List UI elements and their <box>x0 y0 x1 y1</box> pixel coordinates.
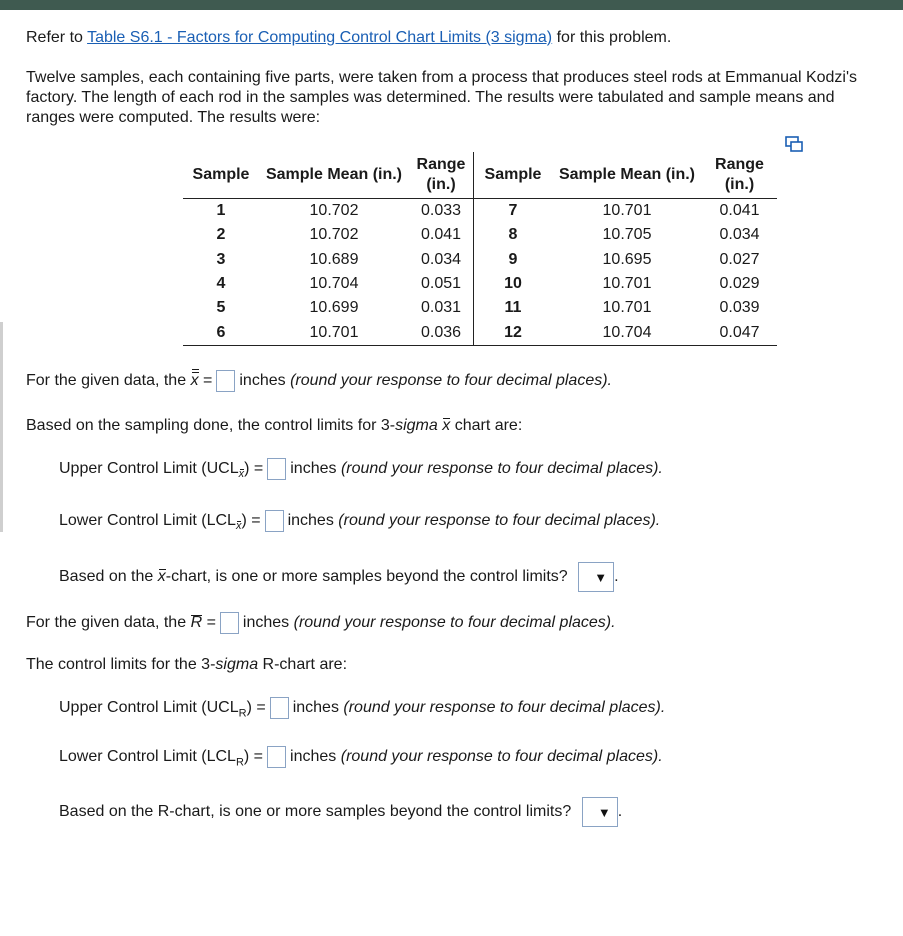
lcl-r-answer-input[interactable] <box>267 746 286 768</box>
col-header: Sample Mean (in.) <box>259 152 409 199</box>
rchart-intro: The control limits for the 3-sigma R-chart are: <box>26 656 348 673</box>
x-double-bar-symbol: x <box>190 372 199 390</box>
rbar-answer-input[interactable] <box>220 612 239 634</box>
ucl-x-answer-input[interactable] <box>267 458 286 480</box>
ucl-x-line: Upper Control Limit $(UCL_x)$ = inches (round your response to four decimal places). <box>59 458 663 485</box>
table-row: 5 10.699 0.031 11 10.701 0.039 <box>183 296 777 320</box>
table-header-row <box>183 152 777 199</box>
xchart-intro: Based on the sampling done, the control limits for 3-sigma x chart are: <box>26 417 523 434</box>
table-s6-1-link[interactable]: Table S6.1 - Factors for Computing Control Chart Limits (3 sigma) <box>87 29 553 46</box>
table-row: 6 10.701 0.036 12 10.704 0.047 <box>183 320 777 345</box>
table-row: 2 10.702 0.041 8 10.705 0.034 <box>183 223 777 247</box>
r-bar-symbol: R <box>190 614 203 632</box>
col-header: Sample <box>474 152 553 199</box>
x-beyond-question: Based on the x-chart, is one or more samples beyond the control limits? ▼ . <box>59 562 619 592</box>
col-header: Sample Mean (in.) <box>552 152 702 199</box>
table-row: 3 10.689 0.034 9 10.695 0.027 <box>183 248 777 272</box>
lcl-r-line: Lower Control Limit $(LCL_R)$ = inches (round your response to four decimal places). <box>59 746 663 773</box>
rbar-question: For the given data, the R = inches (round your response to four decimal places). <box>26 612 616 634</box>
top-bar <box>0 0 903 10</box>
col-header: Range (in.) <box>409 152 474 199</box>
xdbar-question: For the given data, the x = inches (round your response to four decimal places). <box>26 370 612 392</box>
table-row: 4 10.704 0.051 10 10.701 0.029 <box>183 272 777 296</box>
copy-icon[interactable] <box>785 136 803 152</box>
problem-text: Twelve samples, each containing five parts, were taken from a process that produces steel rods at Emmanual Kodzi's factory. The length of each rod in the samples was determined. The results were tabulated and sample means and ranges were computed. The results were: <box>26 69 858 126</box>
lcl-x-answer-input[interactable] <box>265 510 284 532</box>
ucl-r-answer-input[interactable] <box>270 697 289 719</box>
left-edge-marker <box>0 322 3 532</box>
col-header: Range (in.) <box>702 152 777 199</box>
x-beyond-dropdown[interactable] <box>578 562 614 592</box>
table-row: 1 10.702 0.033 7 10.701 0.041 <box>183 199 777 224</box>
lcl-x-line: Lower Control Limit $(LCL_x)$ = inches (round your response to four decimal places). <box>59 510 660 537</box>
col-header: Sample <box>183 152 259 199</box>
data-table <box>183 152 777 346</box>
triangle-down-icon: ▼ <box>597 805 611 820</box>
r-beyond-dropdown[interactable] <box>582 797 618 827</box>
xdbar-answer-input[interactable] <box>216 370 235 392</box>
triangle-down-icon: ▼ <box>594 570 608 585</box>
r-beyond-question: Based on the R-chart, is one or more samples beyond the control limits? ▼ . <box>59 797 622 827</box>
intro-line: Refer to Table S6.1 - Factors for Computing Control Chart Limits (3 sigma) for this problem. <box>26 29 672 46</box>
ucl-r-line: Upper Control Limit $(UCL_R)$ = inches (round your response to four decimal places). <box>59 697 665 724</box>
